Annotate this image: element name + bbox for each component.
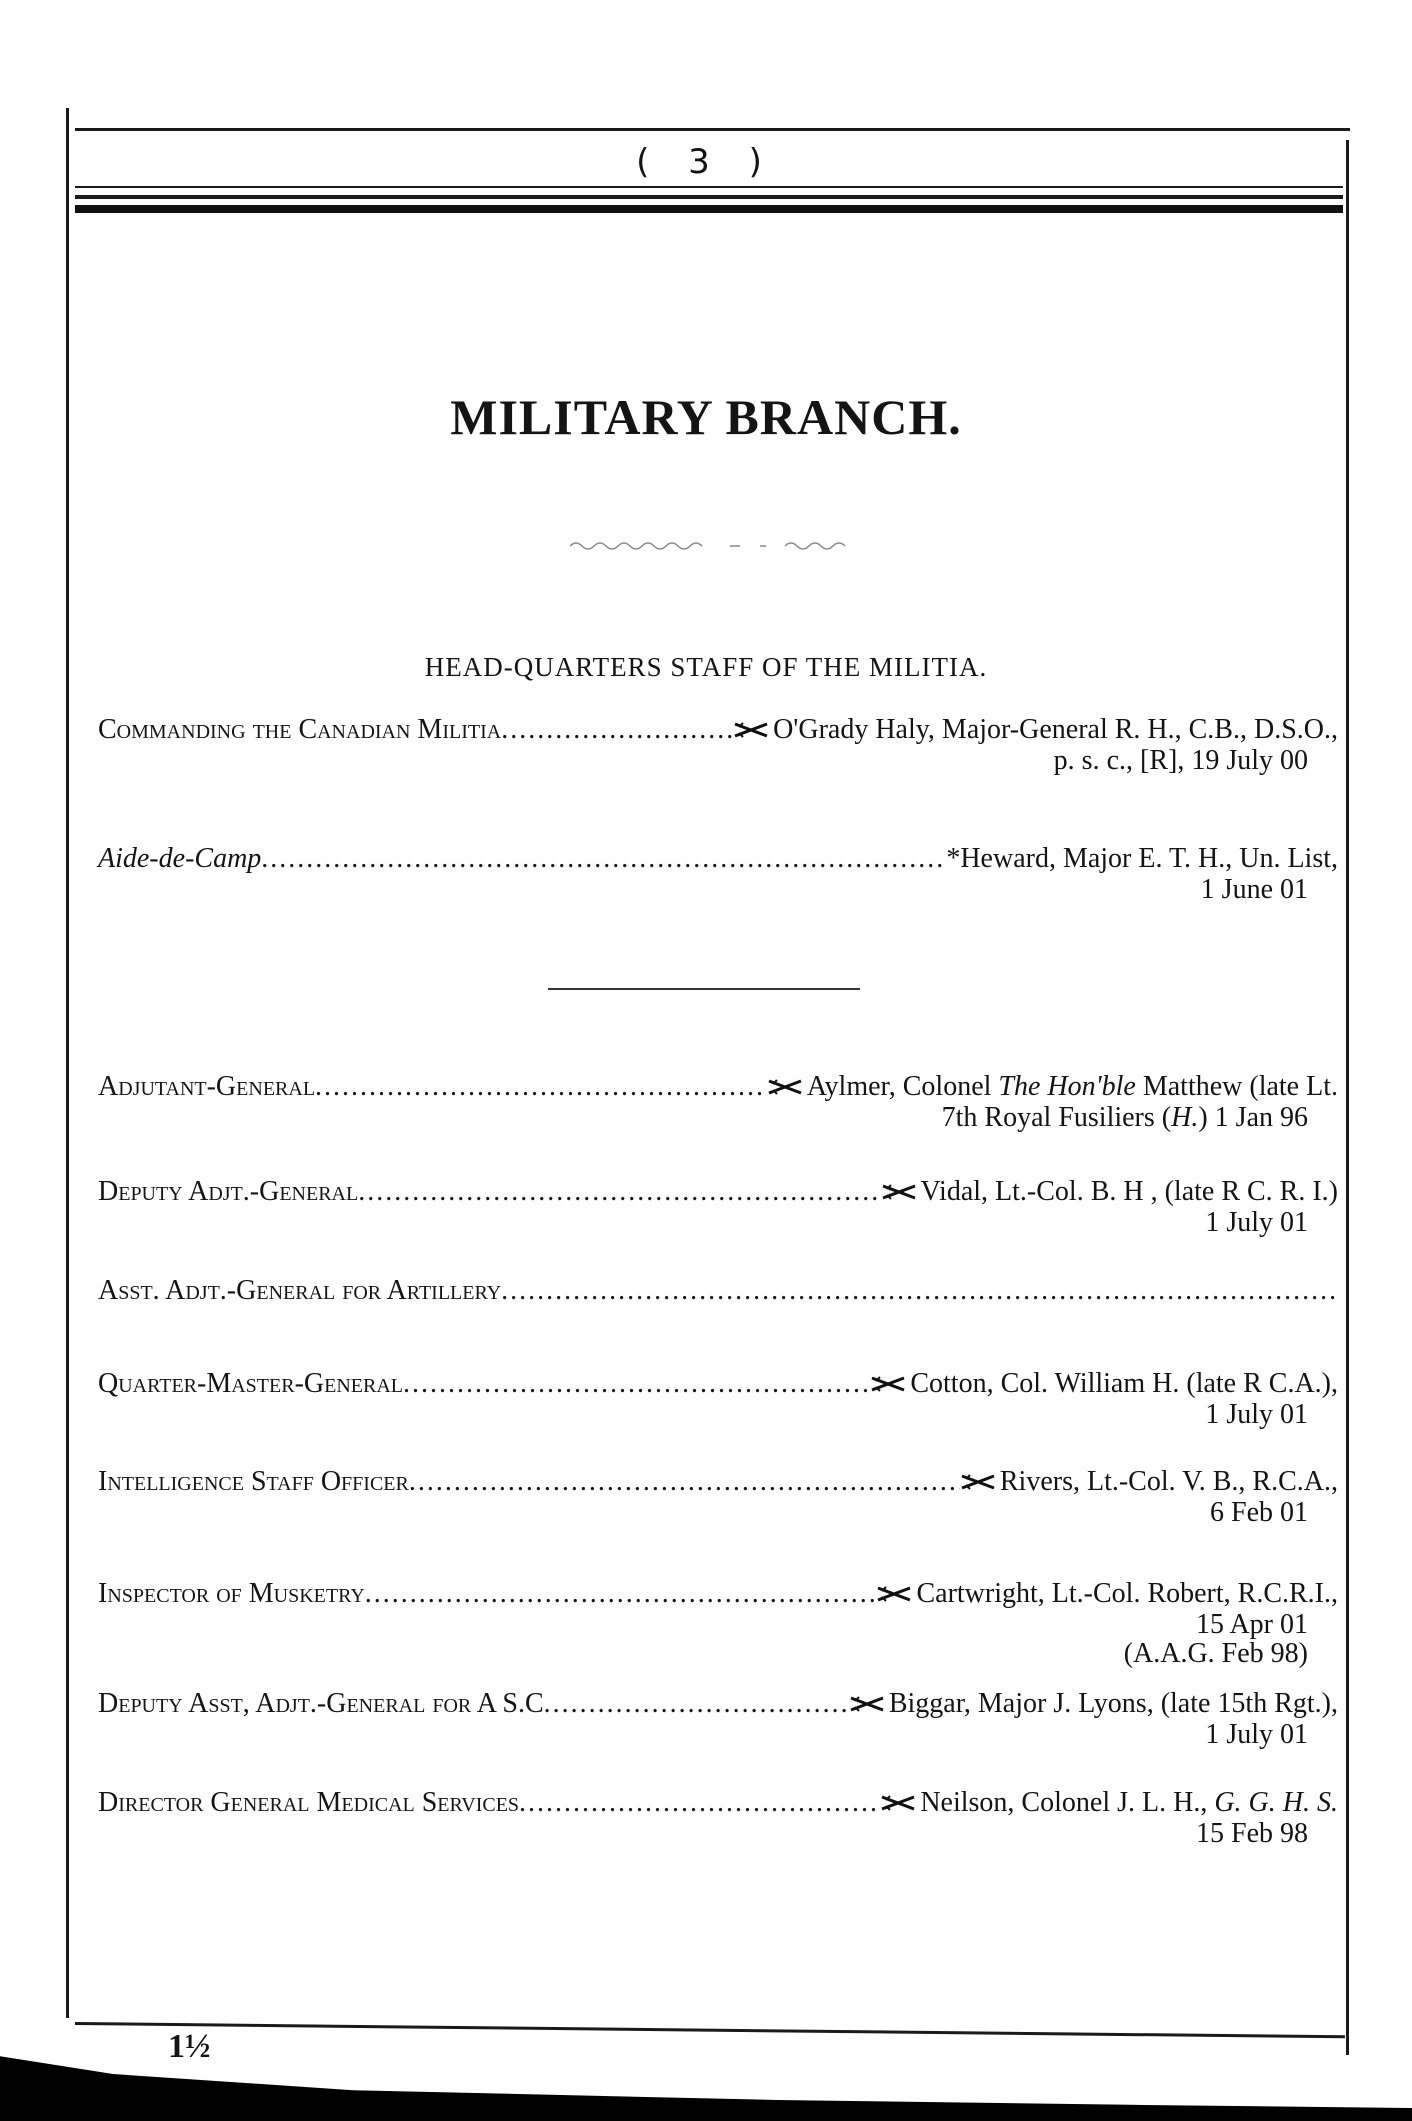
crossed-swords-icon [876,1586,912,1602]
appointee-name: O'Grady Haly, Major-General R. H., C.B., D.S.O., [773,714,1338,745]
staff-entry [98,1275,1338,1306]
appointee-name: Rivers, Lt.-Col. V. B., R.C.A., [999,1466,1338,1497]
role-label: Intelligence Staff Officer [98,1466,409,1497]
signature-mark: 1½ [168,2028,211,2065]
dot-leader [365,1578,877,1609]
header-top-rule [75,128,1350,131]
appointment-date: 15 Feb 98 [1196,1818,1308,1849]
appointee-name: Cartwright, Lt.-Col. Robert, R.C.R.I., [916,1578,1338,1609]
appointee-name: *Heward, Major E. T. H., Un. List, [946,843,1338,874]
role-label: Deputy Adjt.-General [98,1176,359,1207]
page-title: MILITARY BRANCH. [450,389,962,445]
role-label: Aide-de-Camp [98,843,262,874]
crossed-swords-icon [880,1795,916,1811]
dot-leader [403,1368,870,1399]
appointee-name: Aylmer, Colonel The Hon'ble Matthew (late Lt. [806,1071,1338,1102]
scan-shadow-edge [0,2040,1412,2121]
staff-entry [98,1368,1338,1430]
appointment-date: p. s. c., [R], 19 July 00 [1053,745,1308,776]
role-label: Deputy Asst, Adjt.-General for A S.C [98,1688,544,1719]
appointment-date: 1 June 01 [1200,874,1308,905]
crossed-swords-icon [849,1696,885,1712]
appointee-name: Neilson, Colonel J. L. H., G. G. H. S. [920,1787,1338,1818]
crossed-swords-icon [767,1079,803,1095]
role-label: Inspector of Musketry [98,1578,365,1609]
staff-entry [98,1071,1338,1133]
dot-leader [315,1071,767,1102]
appointee-name: Cotton, Col. William H. (late R C.A.), [910,1368,1338,1399]
header-rule-medium [75,195,1343,199]
appointment-date: 6 Feb 01 [1210,1497,1308,1528]
crossed-swords-icon [870,1376,906,1392]
dot-leader [358,1176,880,1207]
role-label: Adjutant-General [98,1071,316,1102]
crossed-swords-icon [881,1184,917,1200]
staff-entry [98,1466,1338,1528]
page-number: ( 3 ) [636,142,776,182]
dot-leader [501,714,733,745]
appointment-date: 1 July 01 [1205,1399,1308,1430]
crossed-swords-icon [960,1474,996,1490]
staff-entry [98,1787,1338,1849]
appointment-date: 1 July 01 [1205,1719,1308,1750]
staff-entry [98,843,1338,905]
role-label: Commanding the Canadian Militia [98,714,502,745]
appointment-date: 7th Royal Fusiliers (H.) 1 Jan 96 [941,1102,1308,1133]
staff-entry [98,1578,1338,1669]
appointment-date: 1 July 01 [1205,1207,1308,1238]
footer-rule [75,2022,1345,2038]
appointment-date: 15 Apr 01 [1196,1609,1308,1640]
role-label: Director General Medical Services [98,1787,520,1818]
header-rule-thin [75,186,1343,188]
section-divider [548,988,860,990]
staff-entry [98,1176,1338,1238]
dot-leader [519,1787,880,1818]
previous-appointment: (A.A.G. Feb 98) [1123,1638,1308,1669]
decorative-squiggle [570,536,850,550]
staff-entry [98,1688,1338,1750]
appointee-name: Vidal, Lt.-Col. B. H , (late R C. R. I.) [920,1176,1338,1207]
dot-leader [409,1466,960,1497]
staff-entry [98,714,1338,776]
role-label: Quarter-Master-General [98,1368,404,1399]
section-title: HEAD-QUARTERS STAFF OF THE MILITIA. [424,652,988,682]
dot-leader [544,1688,849,1719]
header-rule-thick [75,205,1343,213]
role-label: Asst. Adjt.-General for Artillery [98,1275,502,1306]
dot-leader [261,843,946,874]
crossed-swords-icon [733,722,769,738]
dot-leader [501,1275,1338,1306]
appointee-name: Biggar, Major J. Lyons, (late 15th Rgt.), [888,1688,1338,1719]
